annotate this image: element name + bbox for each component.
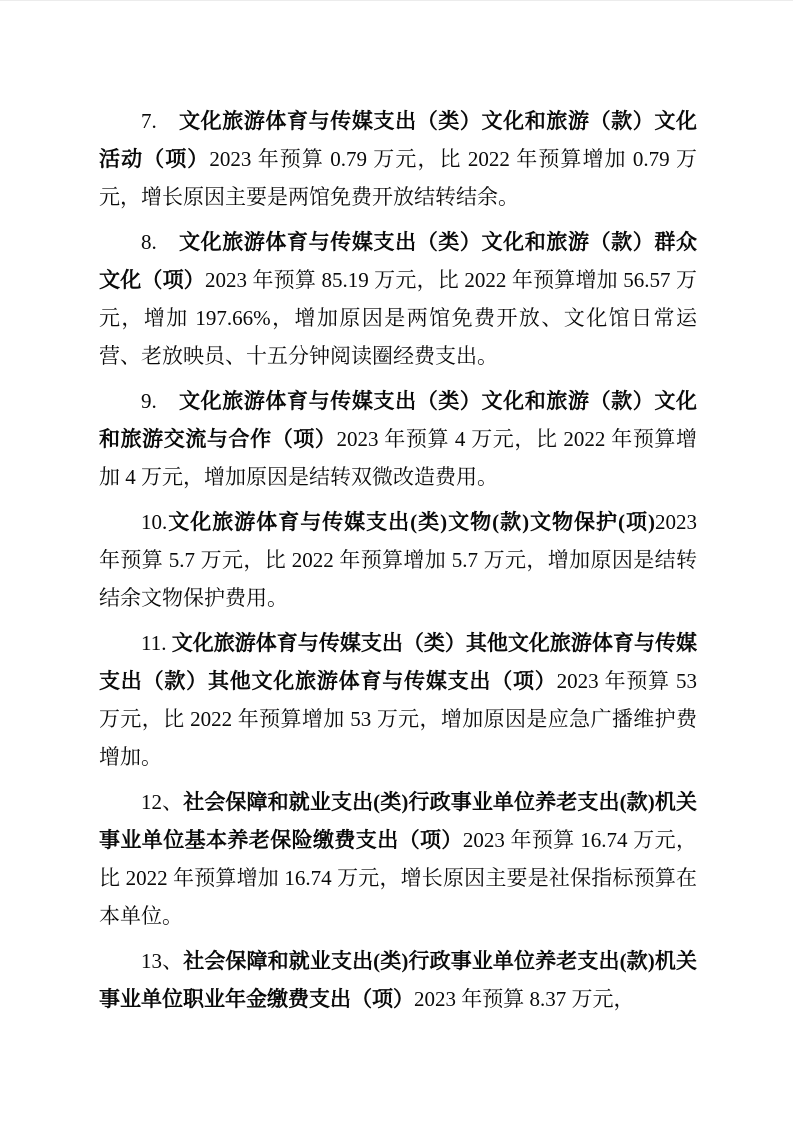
item-heading: 社会保障和就业支出(类)行政事业单位养老支出(款)机关事业单位基本养老保险缴费支出（项） (99, 790, 697, 852)
budget-item-paragraph (99, 223, 697, 375)
item-number: 9. (141, 389, 179, 413)
item-description: 2023 年预算 8.37 万元， (414, 987, 635, 1011)
item-heading: 文化旅游体育与传媒支出（类）文化和旅游（款）文化和旅游交流与合作（项） (99, 389, 698, 451)
item-description: 2023 年预算 53 万元，比 2022 年预算增加 53 万元，增加原因是应急广播维护费增加。 (99, 669, 698, 769)
budget-item-paragraph (99, 783, 697, 935)
item-description: 2023 年预算 4 万元，比 2022 年预算增加 4 万元，增加原因是结转双微改造费用。 (99, 427, 698, 489)
item-heading: 社会保障和就业支出(类)行政事业单位养老支出(款)机关事业单位职业年金缴费支出（项） (99, 949, 697, 1011)
item-heading: 文化旅游体育与传媒支出（类）文化和旅游（款）群众文化（项） (99, 230, 698, 292)
item-description: 2023 年预算 16.74 万元，比 2022 年预算增加 16.74 万元，增长原因主要是社保指标预算在本单位。 (99, 828, 698, 928)
budget-item-paragraph (99, 942, 697, 1018)
item-number: 11. (141, 631, 172, 655)
item-description: 2023 年预算 0.79 万元，比 2022 年预算增加 0.79 万元，增长原因主要是两馆免费开放结转结余。 (99, 147, 698, 209)
budget-explanation-text (99, 102, 697, 1018)
item-number: 10. (141, 510, 168, 534)
item-number: 13、 (141, 949, 184, 973)
item-description: 2023 年预算 5.7 万元，比 2022 年预算增加 5.7 万元，增加原因是结转结余文物保护费用。 (99, 510, 697, 610)
item-number: 7. (141, 109, 179, 133)
item-heading: 文化旅游体育与传媒支出（类）其他文化旅游体育与传媒支出（款）其他文化旅游体育与传媒支出（项） (99, 631, 697, 693)
budget-item-paragraph (99, 503, 697, 617)
budget-item-paragraph (99, 382, 697, 496)
item-number: 8. (141, 230, 179, 254)
item-heading: 文化旅游体育与传媒支出(类)文物(款)文物保护(项) (167, 510, 655, 534)
item-number: 12、 (141, 790, 184, 814)
item-description: 2023 年预算 85.19 万元，比 2022 年预算增加 56.57 万元，增加 197.66%，增加原因是两馆免费开放、文化馆日常运营、老放映员、十五分钟阅读圈经费支出。 (99, 268, 698, 368)
item-heading: 文化旅游体育与传媒支出（类）文化和旅游（款）文化活动（项） (99, 109, 698, 171)
budget-item-paragraph (99, 102, 697, 216)
budget-item-paragraph (99, 624, 697, 776)
